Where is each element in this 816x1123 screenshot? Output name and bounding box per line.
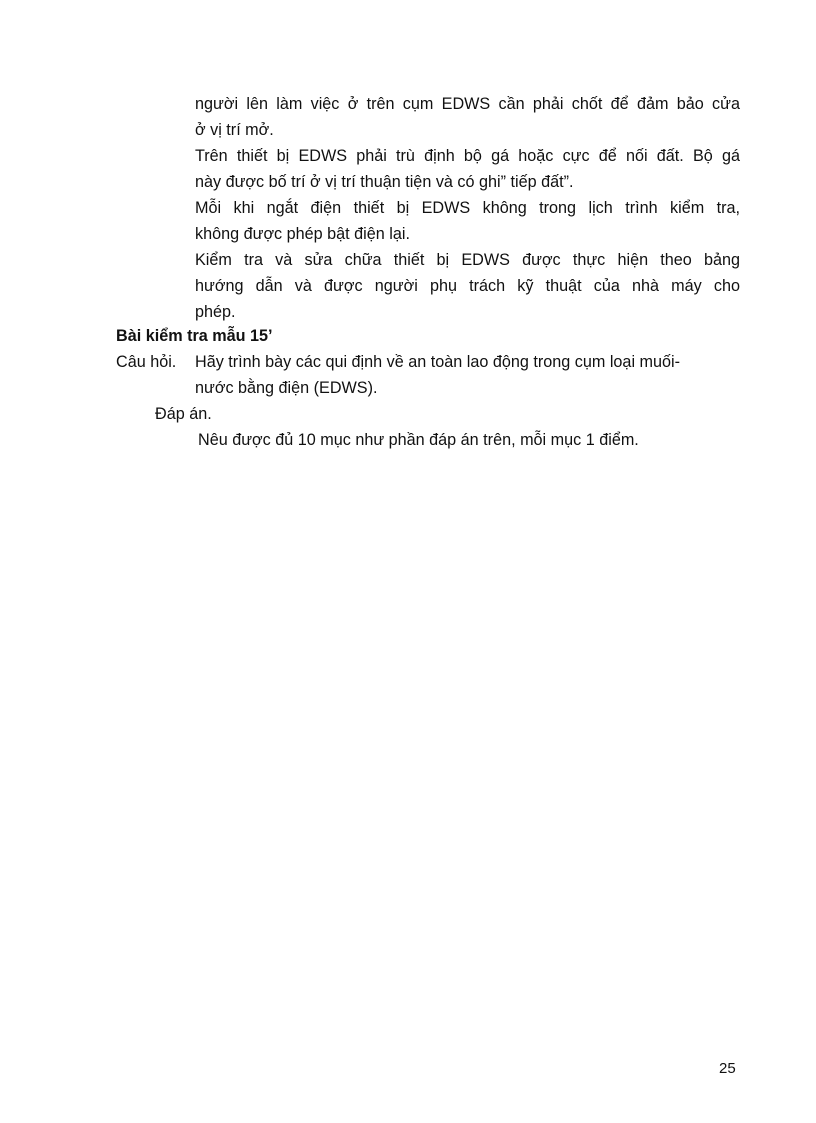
paragraph-line: hướng dẫn và được người phụ trách kỹ thuật của nhà máy cho — [195, 277, 740, 295]
paragraph-line: Kiểm tra và sửa chữa thiết bị EDWS được thực hiện theo bảng — [195, 251, 740, 269]
answer-label: Đáp án. — [155, 405, 212, 423]
paragraph-line: này được bố trí ở vị trí thuận tiện và có ghi” tiếp đất”. — [195, 173, 574, 191]
test-heading: Bài kiểm tra mẫu 15’ — [116, 327, 273, 345]
paragraph-line: không được phép bật điện lại. — [195, 225, 410, 243]
paragraph-line: Mỗi khi ngắt điện thiết bị EDWS không trong lịch trình kiểm tra, — [195, 199, 740, 217]
paragraph-line: Trên thiết bị EDWS phải trù định bộ gá hoặc cực để nối đất. Bộ gá — [195, 147, 740, 165]
paragraph-line: ở vị trí mở. — [195, 121, 274, 139]
paragraph-line: phép. — [195, 303, 236, 321]
page-number: 25 — [719, 1060, 736, 1077]
question-text-line: Hãy trình bày các qui định về an toàn lao động trong cụm loại muối- — [195, 353, 681, 371]
question-text-line: nước bằng điện (EDWS). — [195, 379, 378, 397]
paragraph-line: người lên làm việc ở trên cụm EDWS cần phải chốt để đảm bảo cửa — [195, 95, 740, 113]
answer-text: Nêu được đủ 10 mục như phần đáp án trên, mỗi mục 1 điểm. — [198, 431, 639, 449]
question-label: Câu hỏi. — [116, 353, 177, 371]
